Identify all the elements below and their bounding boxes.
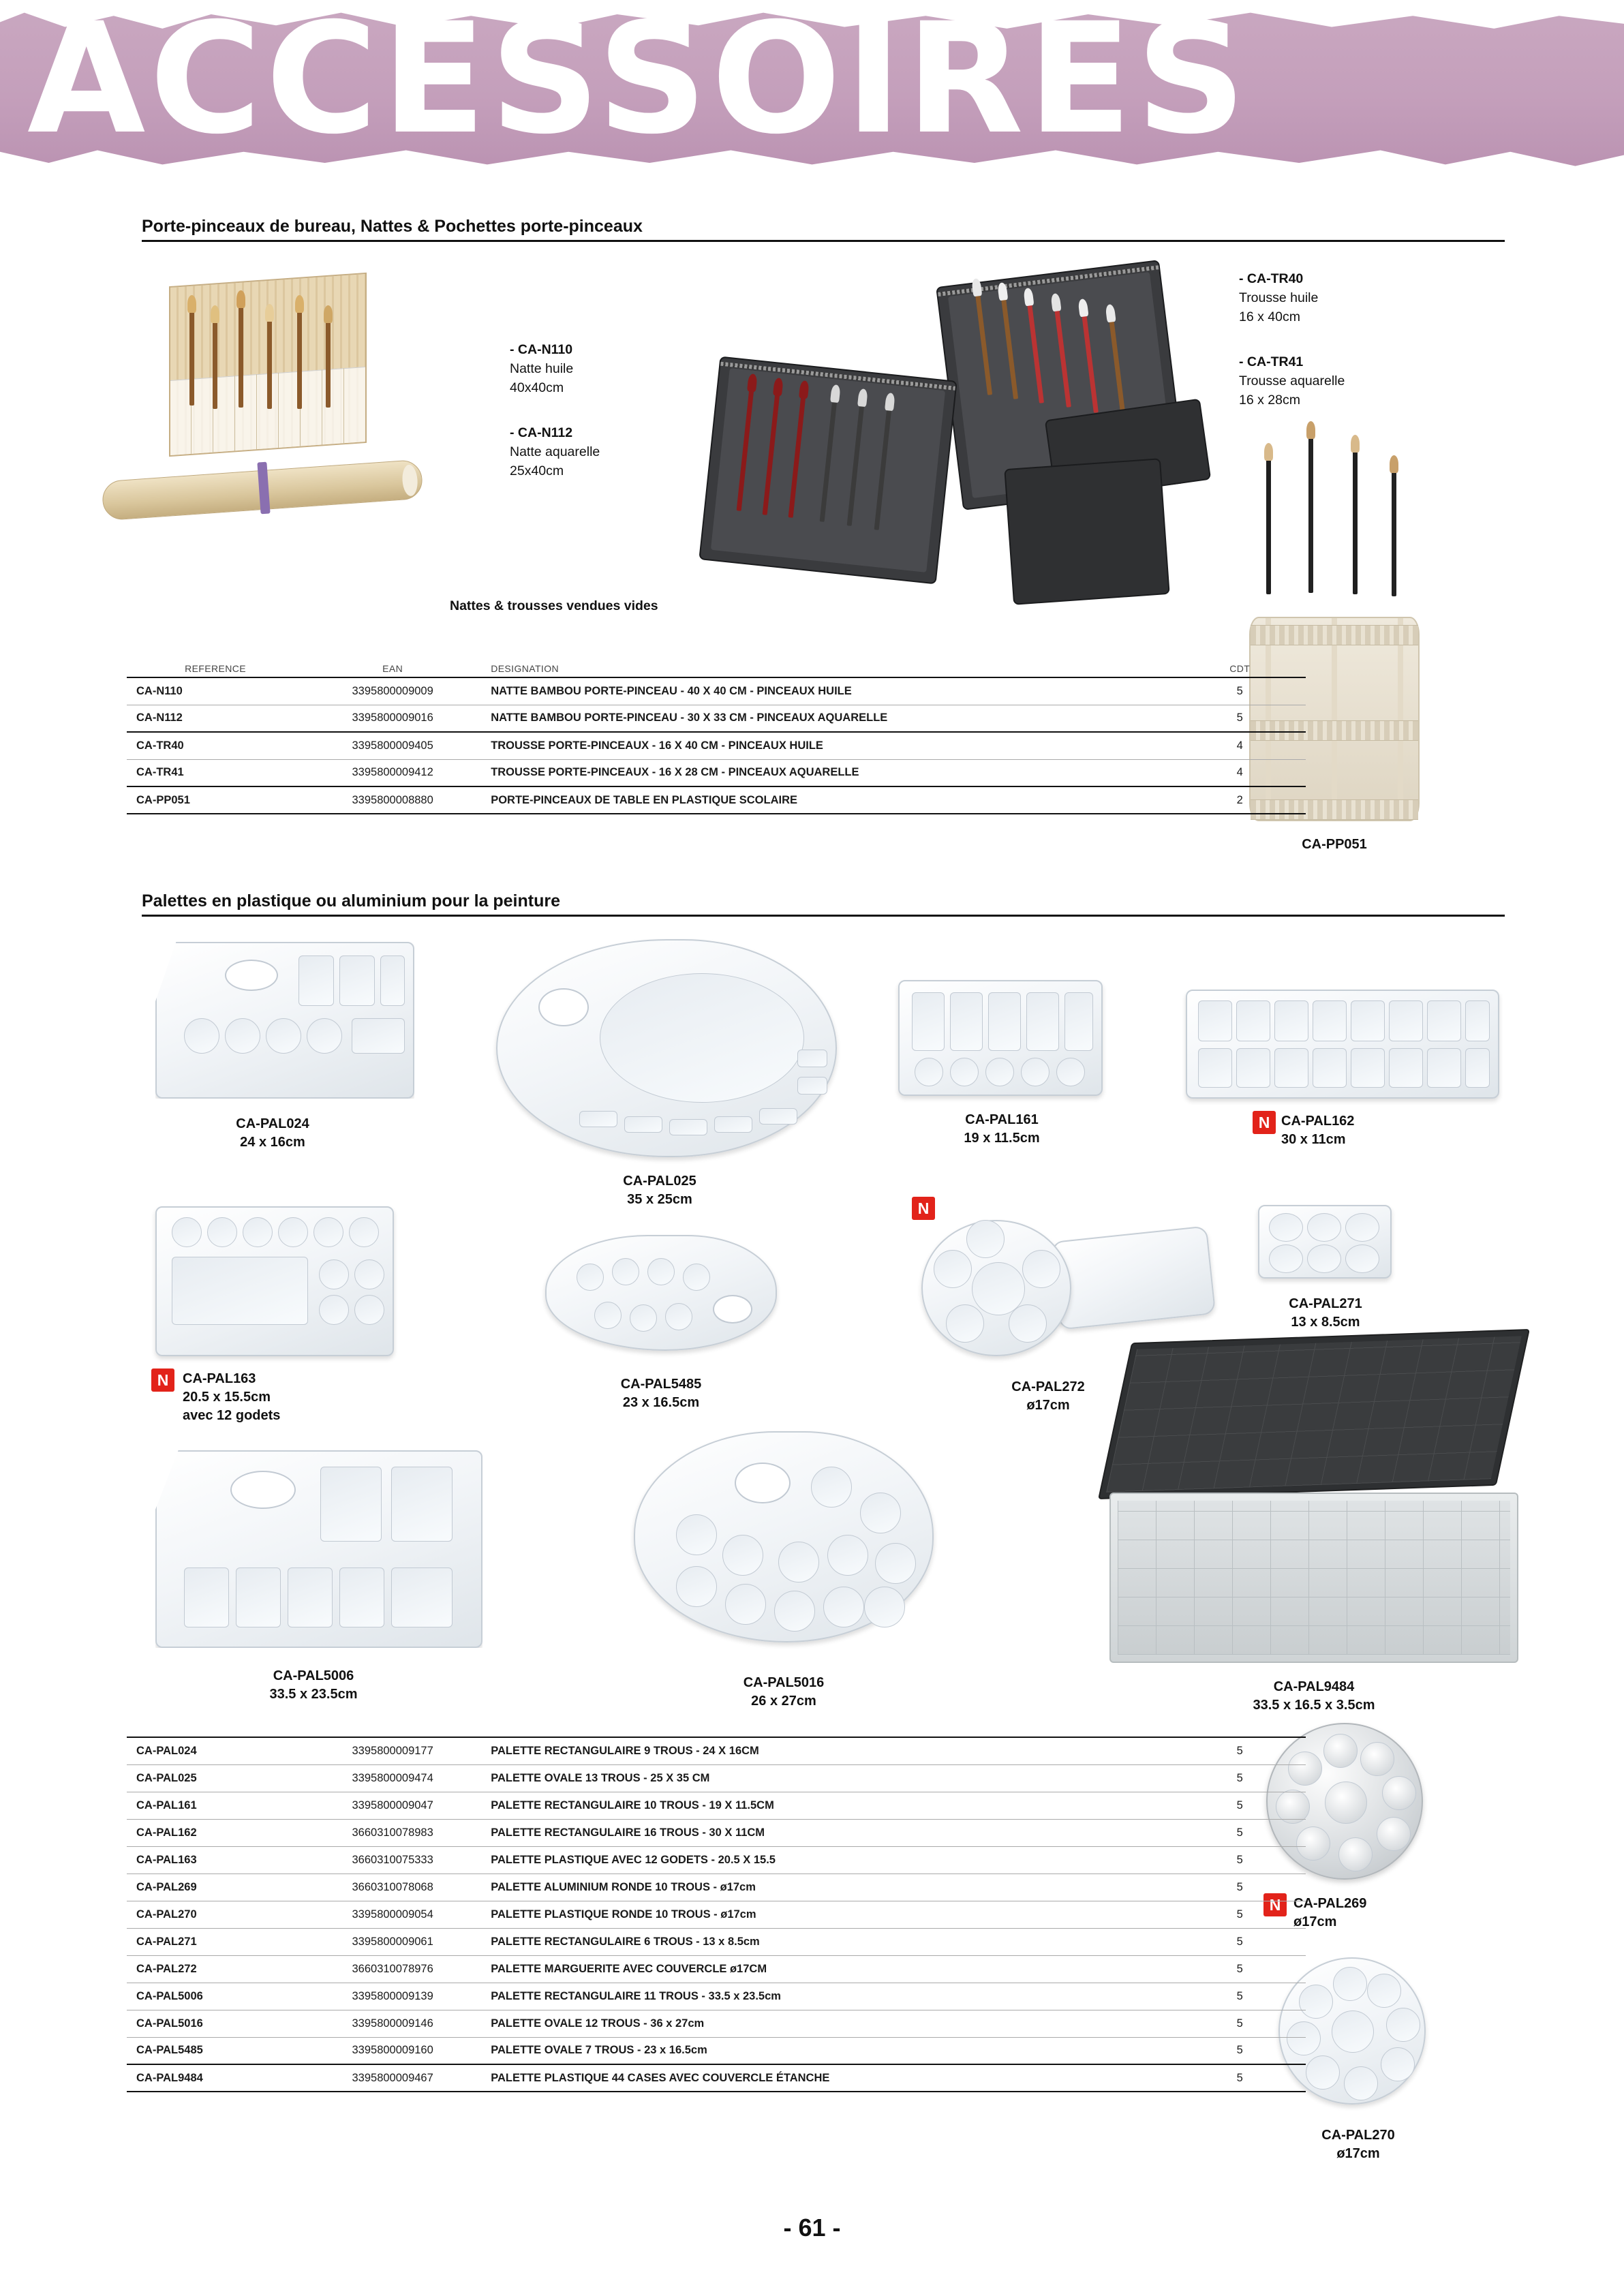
table-row	[127, 1955, 1306, 1983]
label-ca-n112-line1: Natte aquarelle	[510, 444, 600, 459]
banner-title: ACCESSOIRES	[27, 0, 1251, 168]
header-cdt: CDT	[1229, 662, 1251, 674]
cell-designation: NATTE BAMBOU PORTE-PINCEAU - 30 X 33 CM - PINCEAUX AQUARELLE	[491, 712, 888, 724]
cell-cdt: 5	[1236, 2017, 1243, 2030]
caption-ca-pal162-code: CA-PAL162	[1281, 1114, 1355, 1129]
badge-new-pal272: N	[912, 1197, 935, 1220]
label-ca-tr41-line2: 16 x 28cm	[1239, 393, 1300, 408]
caption-ca-pal5006-size: 33.5 x 23.5cm	[269, 1687, 358, 1702]
cell-designation: TROUSSE PORTE-PINCEAUX - 16 X 28 CM - PINCEAUX AQUARELLE	[491, 766, 859, 779]
caption-ca-pal024-size: 24 x 16cm	[240, 1135, 305, 1150]
cell-ean: 3395800009146	[352, 2017, 433, 2030]
cell-reference: CA-PAL163	[136, 1853, 197, 1866]
cell-reference: CA-PAL5485	[136, 2044, 203, 2057]
cell-designation: NATTE BAMBOU PORTE-PINCEAU - 40 X 40 CM - PINCEAUX HUILE	[491, 684, 852, 697]
cell-reference: CA-PAL024	[136, 1744, 197, 1757]
caption-ca-pal5016-code: CA-PAL5016	[743, 1675, 825, 1690]
cell-ean: 3395800009016	[352, 712, 433, 724]
cell-ean: 3395800009061	[352, 1935, 433, 1948]
caption-ca-pal271-code: CA-PAL271	[1289, 1296, 1362, 1311]
cell-reference: CA-N110	[136, 684, 183, 697]
table-row	[127, 1737, 1306, 1764]
caption-ca-pal024-code: CA-PAL024	[236, 1116, 309, 1131]
cell-reference: CA-PAL269	[136, 1880, 197, 1893]
section-title-palettes: Palettes en plastique ou aluminium pour la peinture	[142, 891, 560, 911]
table-row	[127, 705, 1306, 732]
label-ca-tr41-line1: Trousse aquarelle	[1239, 373, 1345, 388]
table-row	[127, 677, 1306, 705]
cell-designation: TROUSSE PORTE-PINCEAUX - 16 X 40 CM - PINCEAUX HUILE	[491, 739, 823, 752]
cell-designation: PORTE-PINCEAUX DE TABLE EN PLASTIQUE SCOLAIRE	[491, 793, 797, 806]
label-ca-n110-line2: 40x40cm	[510, 380, 564, 395]
label-ca-tr40-line2: 16 x 40cm	[1239, 309, 1300, 324]
cell-cdt: 4	[1236, 739, 1243, 752]
caption-ca-pal5016-size: 26 x 27cm	[751, 1694, 816, 1709]
cell-ean: 3660310078068	[352, 1880, 433, 1893]
caption-ca-pal9484-code: CA-PAL9484	[1273, 1679, 1355, 1694]
cell-designation: PALETTE OVALE 7 TROUS - 23 x 16.5cm	[491, 2044, 707, 2057]
cell-cdt: 2	[1236, 793, 1243, 806]
cell-reference: CA-PAL5016	[136, 2017, 203, 2030]
cell-designation: PALETTE RECTANGULAIRE 16 TROUS - 30 X 11CM	[491, 1826, 765, 1839]
table-row	[127, 759, 1306, 786]
cell-designation: PALETTE RECTANGULAIRE 11 TROUS - 33.5 x 23.5cm	[491, 1989, 781, 2002]
cell-reference: CA-PAL5006	[136, 1989, 203, 2002]
caption-ca-pal270-code: CA-PAL270	[1321, 2128, 1395, 2143]
cell-cdt: 5	[1236, 1744, 1243, 1757]
cell-cdt: 5	[1236, 1989, 1243, 2002]
header-ean: EAN	[382, 662, 403, 674]
cell-ean: 3395800009160	[352, 2044, 433, 2057]
caption-ca-pal271-size: 13 x 8.5cm	[1291, 1315, 1360, 1330]
cell-reference: CA-PAL271	[136, 1935, 197, 1948]
table-row	[127, 1901, 1306, 1928]
cell-reference: CA-PAL272	[136, 1962, 197, 1975]
cell-reference: CA-PAL162	[136, 1826, 197, 1839]
table-row	[127, 2064, 1306, 2092]
caption-ca-pal269-size: ø17cm	[1293, 1914, 1337, 1929]
cell-cdt: 5	[1236, 1826, 1243, 1839]
table-row	[127, 2037, 1306, 2064]
cell-cdt: 5	[1236, 1799, 1243, 1811]
cell-cdt: 5	[1236, 2071, 1243, 2084]
label-ca-n110-line1: Natte huile	[510, 361, 574, 376]
table-row	[127, 1983, 1306, 2010]
cell-cdt: 5	[1236, 684, 1243, 697]
section-title-porte-pinceaux: Porte-pinceaux de bureau, Nattes & Pochettes porte-pinceaux	[142, 217, 643, 236]
badge-new-pal269: N	[1263, 1893, 1287, 1916]
header-designation: DESIGNATION	[491, 662, 560, 674]
caption-ca-pal270-size: ø17cm	[1336, 2146, 1380, 2161]
cell-reference: CA-PAL161	[136, 1799, 197, 1811]
cell-ean: 3395800009047	[352, 1799, 433, 1811]
cell-ean: 3660310075333	[352, 1853, 433, 1866]
cell-reference: CA-N112	[136, 712, 183, 724]
cell-designation: PALETTE RECTANGULAIRE 9 TROUS - 24 X 16CM	[491, 1744, 759, 1757]
cell-cdt: 5	[1236, 1935, 1243, 1948]
section-rule-2	[142, 915, 1505, 917]
cell-ean: 3395800009474	[352, 1771, 433, 1784]
cell-ean: 3660310078976	[352, 1962, 433, 1975]
caption-ca-pal163-extra: avec 12 godets	[183, 1408, 281, 1423]
badge-new-pal163: N	[151, 1368, 174, 1392]
cell-reference: CA-TR41	[136, 766, 184, 779]
cell-reference: CA-PP051	[136, 793, 190, 806]
cell-cdt: 5	[1236, 2044, 1243, 2057]
cell-reference: CA-PAL025	[136, 1771, 197, 1784]
cell-designation: PALETTE PLASTIQUE AVEC 12 GODETS - 20.5 X 15.5	[491, 1853, 776, 1866]
caption-ca-pal025-size: 35 x 25cm	[627, 1192, 692, 1207]
cell-ean: 3395800009054	[352, 1908, 433, 1921]
cell-cdt: 5	[1236, 1962, 1243, 1975]
caption-ca-pal163-code: CA-PAL163	[183, 1371, 256, 1386]
table-row	[127, 1846, 1306, 1874]
cell-cdt: 4	[1236, 766, 1243, 779]
cell-ean: 3395800009405	[352, 739, 433, 752]
label-ca-n112-line2: 25x40cm	[510, 463, 564, 478]
cell-ean: 3660310078983	[352, 1826, 433, 1839]
cell-ean: 3395800008880	[352, 793, 433, 806]
caption-ca-pal162-size: 30 x 11cm	[1281, 1132, 1346, 1147]
cell-designation: PALETTE PLASTIQUE RONDE 10 TROUS - ø17cm	[491, 1908, 756, 1921]
cell-ean: 3395800009139	[352, 1989, 433, 2002]
page-banner	[0, 0, 1624, 183]
table-row	[127, 1874, 1306, 1901]
caption-ca-pal161-size: 19 x 11.5cm	[964, 1131, 1040, 1146]
table-palettes	[127, 1737, 1306, 2092]
caption-ca-pal272-size: ø17cm	[1026, 1398, 1070, 1413]
cell-reference: CA-PAL270	[136, 1908, 197, 1921]
cell-cdt: 5	[1236, 1853, 1243, 1866]
cell-ean: 3395800009467	[352, 2071, 433, 2084]
cell-ean: 3395800009009	[352, 684, 433, 697]
section-rule-1	[142, 240, 1505, 242]
table-porte-pinceaux	[127, 660, 1306, 814]
caption-ca-pal272-code: CA-PAL272	[1011, 1379, 1085, 1394]
caption-ca-pal5485-size: 23 x 16.5cm	[622, 1395, 700, 1410]
caption-ca-pal5006-code: CA-PAL5006	[273, 1668, 354, 1683]
caption-ca-pal9484-size: 33.5 x 16.5 x 3.5cm	[1253, 1698, 1375, 1713]
label-ca-tr40-line1: Trousse huile	[1239, 290, 1319, 305]
badge-new-pal162: N	[1253, 1111, 1276, 1134]
cell-designation: PALETTE RECTANGULAIRE 10 TROUS - 19 X 11.5CM	[491, 1799, 774, 1811]
cell-designation: PALETTE PLASTIQUE 44 CASES AVEC COUVERCLE ÉTANCHE	[491, 2071, 830, 2084]
table-header-row	[127, 660, 1306, 677]
cell-designation: PALETTE ALUMINIUM RONDE 10 TROUS - ø17cm	[491, 1880, 756, 1893]
caption-ca-pal161-code: CA-PAL161	[965, 1112, 1039, 1127]
cell-reference: CA-PAL9484	[136, 2071, 203, 2084]
page-number: - 61 -	[783, 2214, 841, 2242]
cell-designation: PALETTE OVALE 13 TROUS - 25 X 35 CM	[491, 1771, 710, 1784]
caption-ca-pal163-size: 20.5 x 15.5cm	[183, 1390, 271, 1405]
table-row	[127, 1819, 1306, 1846]
label-ca-tr40: - CA-TR40	[1239, 271, 1304, 286]
cell-reference: CA-TR40	[136, 739, 184, 752]
label-ca-n112: - CA-N112	[510, 425, 573, 440]
cell-designation: PALETTE RECTANGULAIRE 6 TROUS - 13 x 8.5cm	[491, 1935, 760, 1948]
table-row	[127, 1928, 1306, 1955]
cell-ean: 3395800009412	[352, 766, 433, 779]
table-row	[127, 2010, 1306, 2037]
cell-cdt: 5	[1236, 1771, 1243, 1784]
table-row	[127, 786, 1306, 814]
caption-ca-pp051: CA-PP051	[1302, 837, 1367, 852]
table-row	[127, 732, 1306, 759]
cell-designation: PALETTE MARGUERITE AVEC COUVERCLE ø17CM	[491, 1962, 767, 1975]
label-ca-n110: - CA-N110	[510, 342, 573, 357]
label-ca-tr41: - CA-TR41	[1239, 354, 1304, 369]
caption-ca-pal269-code: CA-PAL269	[1293, 1896, 1367, 1911]
header-reference: REFERENCE	[185, 662, 247, 674]
cell-cdt: 5	[1236, 712, 1243, 724]
table-row	[127, 1792, 1306, 1819]
note-vendues-vides: Nattes & trousses vendues vides	[450, 598, 658, 613]
cell-cdt: 5	[1236, 1880, 1243, 1893]
cell-designation: PALETTE OVALE 12 TROUS - 36 x 27cm	[491, 2017, 705, 2030]
caption-ca-pal025-code: CA-PAL025	[623, 1174, 696, 1189]
cell-ean: 3395800009177	[352, 1744, 433, 1757]
caption-ca-pal5485-code: CA-PAL5485	[620, 1377, 702, 1392]
cell-cdt: 5	[1236, 1908, 1243, 1921]
table-row	[127, 1764, 1306, 1792]
